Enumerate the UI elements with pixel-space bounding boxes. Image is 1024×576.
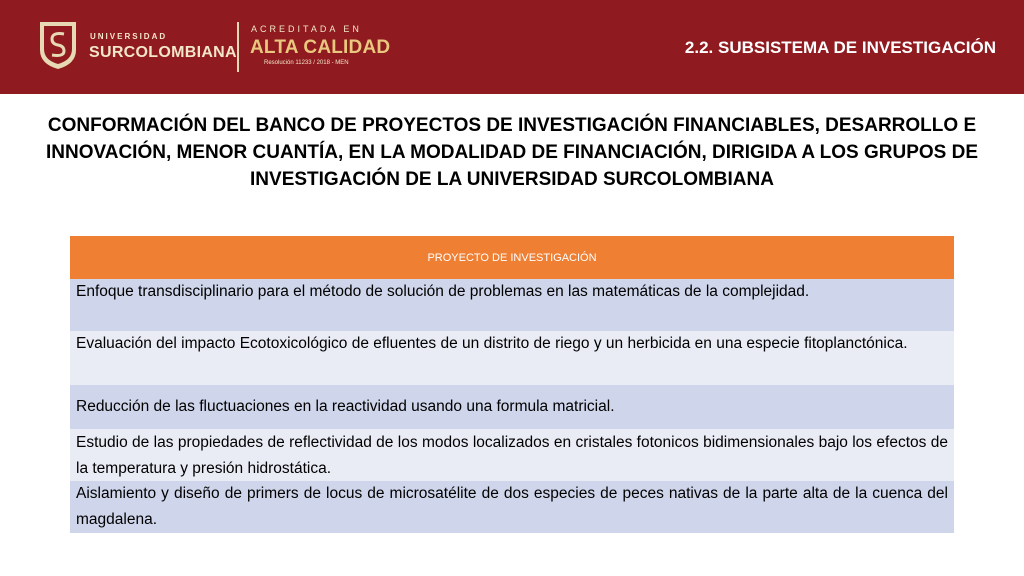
table-row: Enfoque transdisciplinario para el método de solución de problemas en las matemáticas de la complejidad.: [70, 279, 954, 331]
table-row: Estudio de las propiedades de reflectividad de los modos localizados en cristales fotonicos bidimensionales bajo los efectos de la temperatura y presión hidrostática.: [70, 429, 954, 481]
header-bar: [0, 0, 1024, 94]
table-row: Reducción de las fluctuaciones en la reactividad usando una formula matricial.: [70, 385, 954, 429]
accreditation-title: ALTA CALIDAD: [250, 37, 391, 58]
table-row: Aislamiento y diseño de primers de locus de microsatélite de dos especies de peces nativas de la parte alta de la cuenca del magdalena.: [70, 481, 954, 533]
projects-table: [70, 236, 954, 533]
accreditation-label: ACREDITADA EN: [251, 24, 362, 34]
header-divider: [237, 22, 239, 72]
university-label: UNIVERSIDAD: [90, 32, 168, 41]
university-shield-icon: [38, 20, 78, 70]
section-title: 2.2. SUBSISTEMA DE INVESTIGACIÓN: [684, 38, 996, 57]
accreditation-resolution: Resolución 11233 / 2018 - MEN: [264, 60, 349, 66]
university-name: SURCOLOMBIANA: [89, 44, 237, 61]
page-title: CONFORMACIÓN DEL BANCO DE PROYECTOS DE INVESTIGACIÓN FINANCIABLES, DESARROLLO E INNOVACIÓN, MENOR CUANTÍA, EN LA MODALIDAD DE FINANCIACIÓN, DIRIGIDA A LOS GRUPOS DE INVESTIGACIÓN DE LA UNIVERSIDAD SURCOLOMBIANA: [45, 115, 979, 190]
table-row: Evaluación del impacto Ecotoxicológico de efluentes de un distrito de riego y un herbicida en una especie fitoplanctónica.: [70, 331, 954, 385]
table-header: PROYECTO DE INVESTIGACIÓN: [70, 236, 954, 279]
